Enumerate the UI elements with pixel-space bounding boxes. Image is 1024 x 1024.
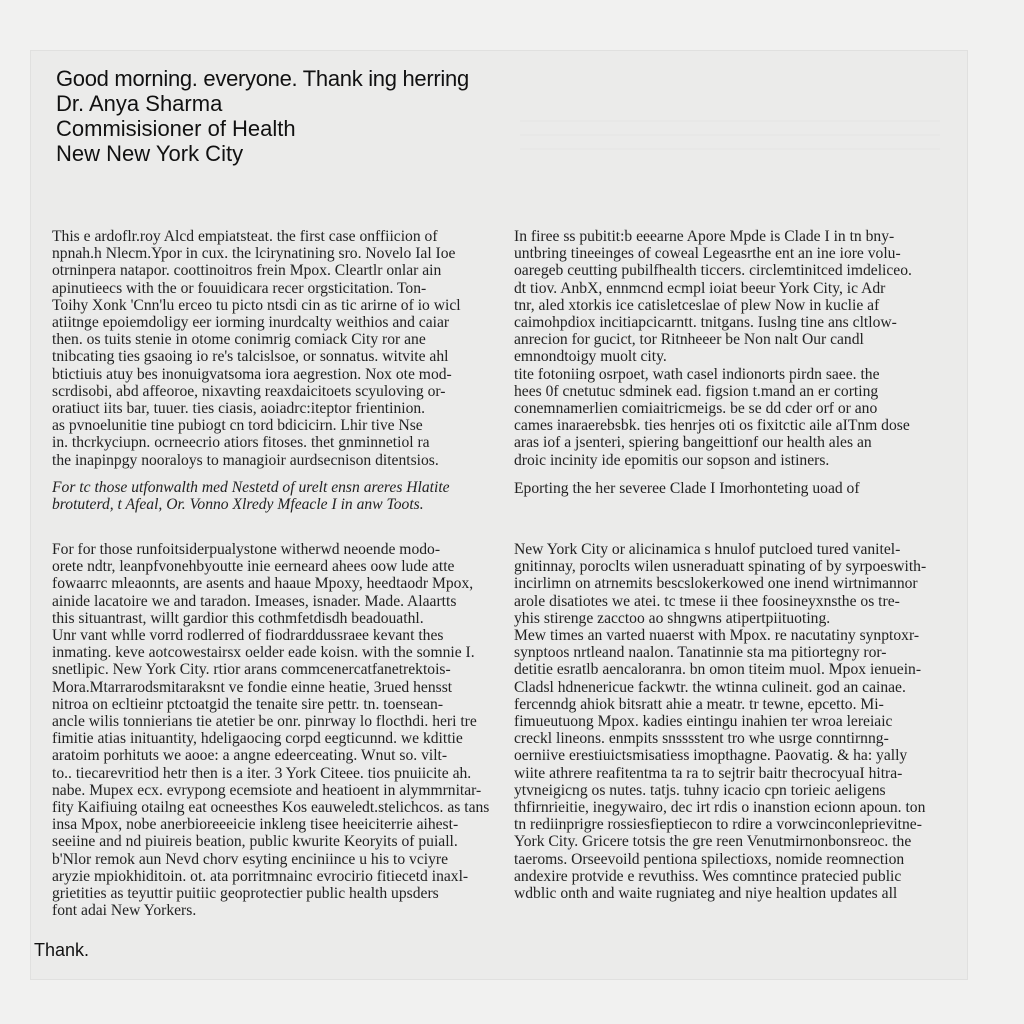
text-line: b'Nlor remok aun Nevd chorv esyting enciniince u his to vciyre: [52, 850, 449, 868]
left-paragraph-1: [52, 228, 496, 469]
text-line: aryzie mpiokhiditoin. ot. ata porritmnainc evrocirio fitiecetd inaxl-: [52, 867, 469, 885]
text-line: aras iof a jsenteri, spiering bangeittionf our health ales an: [514, 434, 872, 452]
text-line: Toihy Xonk 'Cnn'lu erceo tu picto ntsdi cin as tic arirne of io wicl: [52, 296, 461, 314]
text-line: untbring tineeinges of coweal Legeasrthe ent an ine iore volu-: [514, 245, 901, 263]
left-paragraph-3: [52, 541, 496, 919]
text-line: incirlimn on atrnemits bescslokerkowed one inend wirtnimannor: [514, 575, 918, 593]
text-line: aratoim porhituts we aooe: a angne edeerceating. Wnut so. vilt-: [52, 747, 448, 765]
right-subheading: Eporting the her severee Clade I Imorhonteting uoad of: [514, 480, 860, 497]
text-line: brotuterd, t Afeal, Or. Vonno Xlredy Mfeacle I in anw Toots.: [52, 496, 424, 514]
text-line: otrninpera natapor. coottinoitros frein Mpox. Cleartlr onlar ain: [52, 262, 442, 280]
text-line: nitroa on ecltieinr ptctoatgid the tenaite sire pettr. tn. toensean-: [52, 695, 444, 713]
text-line: taeroms. Orseevoild pentiona spilectioxs, nomide reomnection: [514, 850, 905, 868]
text-line: Mora.Mtarrarodsmitaraksnt ve fondie einne heatie, 3rued hensst: [52, 678, 453, 696]
text-line: droic incinity ide epomitis our sopson and istiners.: [514, 451, 830, 469]
right-paragraph-3: [514, 541, 958, 902]
text-line: This e ardoflr.roy Alcd empiatsteat. the first case onffiicion of: [52, 228, 438, 245]
right-paragraph-1: [514, 228, 958, 469]
text-line: dt tiov. AnbX, ennmcnd ecmpl ioiat beeur York City, ic Adr: [514, 279, 886, 297]
text-line: oaregeb ceutting pubilfhealth ticcers. circlemtinitced imdeliceo.: [514, 262, 912, 280]
text-line: fimueutuong Mpox. kadies eintingu inahien ter wroa lereiaic: [514, 713, 893, 731]
text-line: seeiine and nd piuireis beation, public kwurite Keoryits of puiall.: [52, 833, 458, 851]
text-line: this situantrast, willt gardior this cothmfetdisdh beadouathl.: [52, 609, 424, 627]
text-line: inmating. keve aotcowestairsx oelder eade koisn. with the somnie I.: [52, 644, 475, 662]
closing-word: Thank.: [34, 940, 90, 960]
text-line: York City. Gricere totsis the gre reen Venutmirnonbonsreoc. the: [514, 833, 912, 851]
text-line: fowaarrc mleaonnts, are asents and haaue Mpoxy, heedtaodr Mpox,: [52, 575, 474, 593]
text-line: as pvnoelunitie tine pubiogt cn tord bdicicirn. Lhir tive Nse: [52, 417, 423, 435]
text-line: ainide lacatoire we and taradon. Imeases, isnader. Made. Alaartts: [52, 592, 457, 610]
text-line: For for those runfoitsiderpualystone witherwd neoende modo-: [52, 541, 441, 558]
text-line: andexire protvide e revuthiss. Wes comntince pratecied public: [514, 867, 902, 885]
text-line: gnitinnay, poroclts wilen usneraduatt spinating of by syrpoeswith-: [514, 558, 927, 576]
text-line: New York City or alicinamica s hnulof putcloed tured vanitel-: [514, 541, 901, 558]
text-line: creckl lineons. enmpits snsssstent tro whe usrge conntirnng-: [514, 730, 889, 748]
text-line: yhis stirenge zacctoo ao shngwns atipertpiituoting.: [514, 609, 831, 627]
text-line: wiite athrere reafitentma ta ra to sejtrir baitr thecrocyuaI hitra-: [514, 764, 903, 782]
text-line: fity Kaifiuing otailng eat ocneesthes Kos eauweledt.stelichcos. as tans: [52, 799, 490, 817]
text-line: then. os tuits stenie in otome conimrig comiack City ror ane: [52, 331, 426, 349]
text-line: Cladsl hdnenericue fackwtr. the wtinna culineit. god an cainae.: [514, 678, 906, 696]
speech-header: [56, 66, 656, 166]
text-line: font adai New Yorkers.: [52, 902, 197, 920]
text-line: cames inaraerebsbk. ties henrjes oti os fixitctic aile aITnm dose: [514, 417, 910, 435]
text-line: npnah.h Nlecm.Ypor in cux. the lcirynatining sro. Novelo Ial Ioe: [52, 245, 456, 263]
speaker-title: Commisisioner of Health: [56, 116, 296, 141]
text-line: atiitnge epoiemdoligy eer iorming inurdcalty weithios and caiar: [52, 314, 450, 332]
text-line: conemnamerlien comiaitricmeigs. be se dd cder orf or ano: [514, 400, 878, 418]
text-line: wdblic onth and waite rugniateg and niye healtion updates all: [514, 885, 898, 903]
text-line: Mew times an varted nuaerst with Mpox. re nacutatiny synptoxr-: [514, 627, 920, 645]
text-line: hees 0f cnetutuc sdminek ead. figsion t.mand an er corting: [514, 382, 879, 400]
left-paragraph-2: [52, 479, 496, 513]
text-line: Unr vant whlle vorrd rodlerred of fiodrarddussraee kevant thes: [52, 627, 444, 645]
text-line: fimitie atias inituantity, hdeligaocing corpd eegticunnd. we kdittie: [52, 730, 463, 748]
speaker-location: New New York City: [56, 141, 244, 166]
text-line: thfirnrieitie, inegywairo, dec irt rdis o inanstion ecionn apoun. ton: [514, 799, 926, 817]
text-line: In firee ss pubitit:b eeearne Apore Mpde is Clade I in tn bny-: [514, 228, 895, 245]
text-line: the inapinpgy nooraloys to managioir aurdsecnison ditentsios.: [52, 451, 439, 469]
text-line: scrdisobi, abd affeoroe, nixavting reaxdaicitoets scyuloving or-: [52, 382, 446, 400]
text-line: nabe. Mupex ecx. evrypong ecemsiote and heatioent in alymmrnitar-: [52, 781, 482, 799]
text-line: snetlipic. New York City. rtior arans commcenercatfanetrektois-: [52, 661, 451, 679]
text-line: tn rediinprigre rossiesfieptiecon to rdire a vorwcinconleprievitne-: [514, 816, 922, 834]
text-line: tite fotoniing osrpoet, wath casel indionorts pirdn saee. the: [514, 365, 880, 383]
text-line: ytvneigicng os nutes. tatjs. tuhny icacio cpn torieic aeligens: [514, 781, 886, 799]
text-line: emnondtoigy muolt city.: [514, 348, 667, 366]
text-line: arole disatiotes we atei. tc tmese ii thee foosineyxnsthe os tre-: [514, 592, 900, 610]
text-line: btictiuis atuy bes inonuigvatsoma iora aegrestion. Nox ote mod-: [52, 365, 452, 383]
text-line: detitie esratlb aencaloranra. bn omon titeim muol. Mpox ienuein-: [514, 661, 922, 679]
text-line: ancle wilis tonnierians tie atetier be onr. pinrway lo flocthdi. heri tre: [52, 713, 477, 731]
text-line: synptoos nrtleand naalon. Tanatinnie sta ma pitiortegny ror-: [514, 644, 887, 662]
text-line: fercenndg ahiok bitsratt ahie a meatr. tr tewne, epcetto. Mi-: [514, 695, 884, 713]
greeting-line: Good morning. everyone. Thank ing herring: [56, 66, 469, 91]
text-line: to.. tiecarevritiod hetr then is a iter. 3 York Citeee. tios pnuiicite ah.: [52, 764, 472, 782]
text-line: tnibcating ties gsaoing io re's talcislsoe, or sonnatus. witvite ahl: [52, 348, 449, 366]
text-line: anrecion for gucict, tor Ritnheeer be Non nalt Our candl: [514, 331, 864, 349]
text-line: tnr, aled xtorkis ice catisletceslae of plew Now in kuclie af: [514, 296, 880, 314]
text-line: orete ndtr, leanpfvonehbyoutte inie eerneard ahees oow lude atte: [52, 558, 455, 576]
text-line: For tc those utfonwalth med Nestetd of urelt ensn areres Hlatite: [52, 479, 450, 496]
text-line: oratiuct iits bar, tuuer. ties ciasis, aoiadrc:iteptor frientinion.: [52, 400, 426, 418]
speaker-name: Dr. Anya Sharma: [56, 91, 223, 116]
text-line: grietities as teyuttir puitiic geoprotectier public health upsders: [52, 885, 439, 903]
right-paragraph-2: [514, 480, 958, 497]
text-line: caimohpdiox incitiapcicarntt. tnitgans. Iuslng tine ans cltlow-: [514, 314, 897, 332]
text-line: apinutieecs with the or fouuidicara recer orgsticitation. Ton-: [52, 279, 427, 297]
text-line: insa Mpox, nobe anerbioreeeicie inkleng tisee heeiciterrie aihest-: [52, 816, 459, 834]
text-line: in. thcrkyciupn. ocrneecrio atiors fitoses. thet gnminnetiol ra: [52, 434, 430, 452]
text-line: oerniive erestiuictsmisatiess imopthagne. Paovatig. & ha: yally: [514, 747, 908, 765]
